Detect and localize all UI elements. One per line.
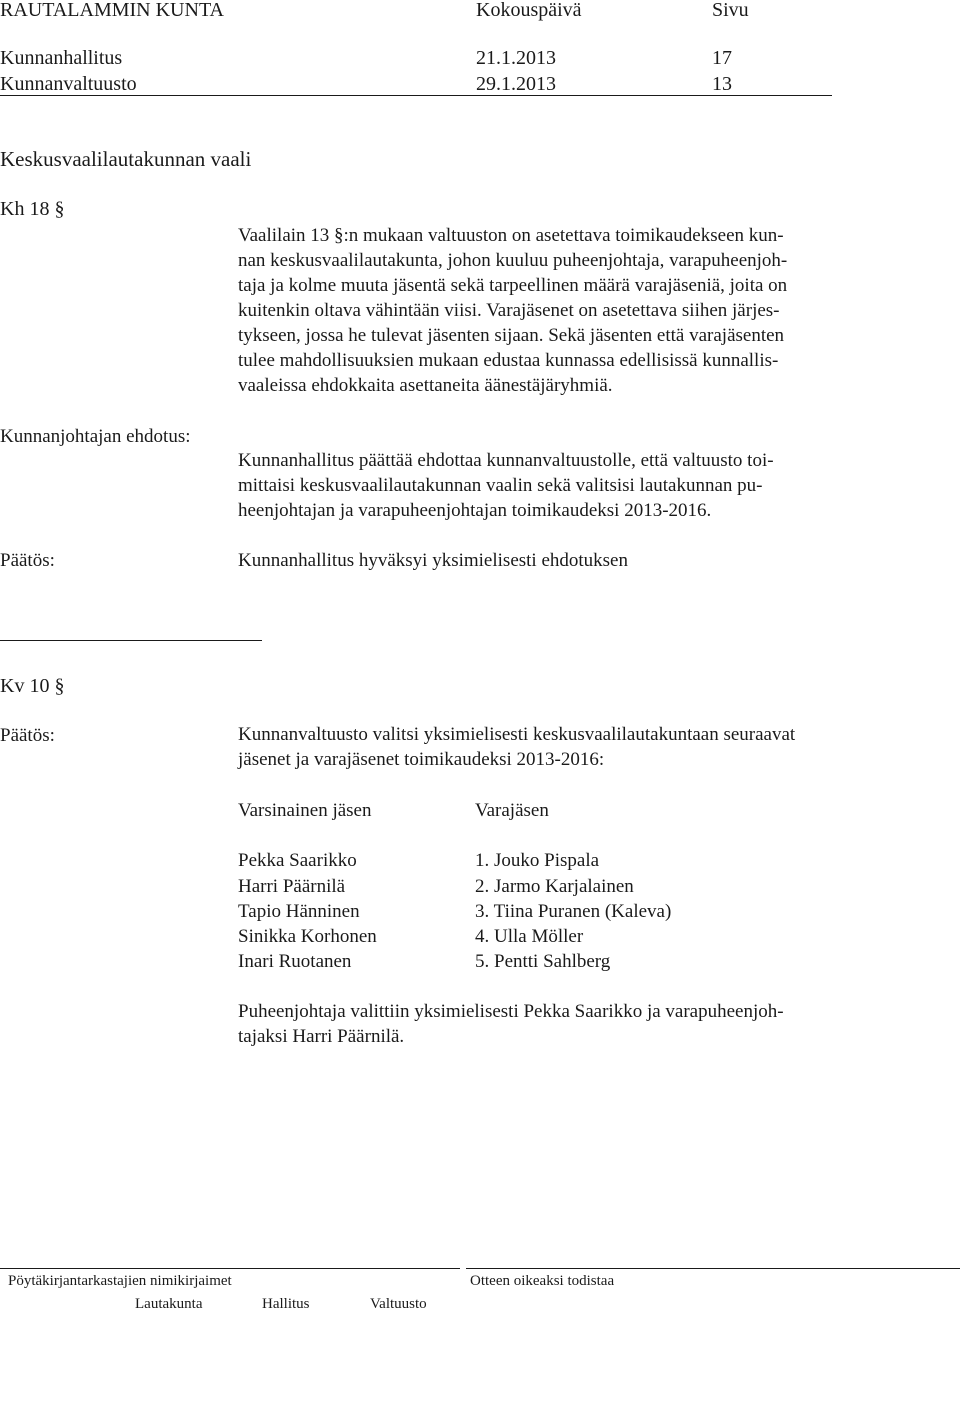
member-name: Tapio Hänninen bbox=[238, 901, 360, 922]
footer-line-left bbox=[0, 1268, 460, 1269]
deputy-name: 1. Jouko Pispala bbox=[475, 850, 600, 871]
paragraph-line: tykseen, jossa he tulevat jäsenten sijaan. Sekä jäsenten että varajäsenten bbox=[238, 325, 785, 346]
certified-label: Otteen oikeaksi todistaa bbox=[470, 1273, 615, 1289]
signature-column: Valtuusto bbox=[370, 1296, 427, 1312]
paragraph-line: tulee mahdollisuuksien mukaan edustaa kunnassa edellisissä kunnallis- bbox=[238, 350, 779, 371]
deputy-name: 3. Tiina Puranen (Kaleva) bbox=[475, 901, 672, 922]
section-divider bbox=[0, 640, 262, 641]
kh-decision-text: Kunnanhallitus hyväksyi yksimielisesti ehdotuksen bbox=[238, 550, 628, 571]
header-page: 13 bbox=[712, 73, 732, 95]
paragraph-line: Kunnanhallitus päättää ehdottaa kunnanvaltuustolle, että valtuusto toi- bbox=[238, 450, 774, 471]
paragraph-line: nan keskusvaalilautakunta, johon kuuluu puheenjohtaja, varapuheenjoh- bbox=[238, 250, 788, 271]
kh-intro-paragraph bbox=[238, 223, 898, 398]
paragraph-line: Puheenjohtaja valittiin yksimielisesti Pekka Saarikko ja varapuheenjoh- bbox=[238, 1001, 784, 1022]
section-title: Keskusvaalilautakunnan vaali bbox=[0, 147, 252, 171]
kh-section-label: Kh 18 § bbox=[0, 198, 65, 220]
member-name: Harri Päärnilä bbox=[238, 876, 346, 897]
deputy-name: 2. Jarmo Karjalainen bbox=[475, 876, 634, 897]
footer-line-right bbox=[466, 1268, 960, 1269]
kv-section-label: Kv 10 § bbox=[0, 675, 65, 697]
paragraph-line: jäsenet ja varajäsenet toimikaudeksi 2013-2016: bbox=[238, 749, 605, 770]
header-page: 17 bbox=[712, 47, 732, 69]
proposal-paragraph bbox=[238, 448, 898, 523]
header-underline bbox=[0, 95, 832, 96]
paragraph-line: Kunnanvaltuusto valitsi yksimielisesti keskusvaalilautakuntaan seuraavat bbox=[238, 724, 796, 745]
header-body: Kunnanvaltuusto bbox=[0, 73, 137, 95]
deputy-name: 5. Pentti Sahlberg bbox=[475, 951, 611, 972]
header-date: 21.1.2013 bbox=[476, 47, 556, 69]
signature-column: Hallitus bbox=[262, 1296, 310, 1312]
header-body: Kunnanhallitus bbox=[0, 47, 123, 69]
paragraph-line: Vaalilain 13 §:n mukaan valtuuston on asetettava toimikaudekseen kun- bbox=[238, 225, 784, 246]
header-page-label: Sivu bbox=[712, 0, 749, 21]
municipality-name: RAUTALAMMIN KUNTA bbox=[0, 0, 225, 21]
chair-paragraph bbox=[238, 999, 898, 1049]
signature-column: Lautakunta bbox=[135, 1296, 203, 1312]
member-name: Sinikka Korhonen bbox=[238, 926, 377, 947]
header-date: 29.1.2013 bbox=[476, 73, 556, 95]
member-column-header: Varsinainen jäsen bbox=[238, 800, 372, 821]
paragraph-line: heenjohtajan ja varapuheenjohtajan toimikaudeksi 2013-2016. bbox=[238, 500, 712, 521]
signatures-label: Pöytäkirjantarkastajien nimikirjaimet bbox=[8, 1273, 232, 1289]
kh-decision-label: Päätös: bbox=[0, 550, 55, 571]
kv-decision-paragraph bbox=[238, 722, 898, 772]
deputy-name: 4. Ulla Möller bbox=[475, 926, 584, 947]
paragraph-line: kuitenkin oltava vähintään viisi. Varajäsenet on asetettava siihen järjes- bbox=[238, 300, 780, 321]
paragraph-line: tajaksi Harri Päärnilä. bbox=[238, 1026, 405, 1047]
member-name: Inari Ruotanen bbox=[238, 951, 352, 972]
paragraph-line: vaaleissa ehdokkaita asettaneita äänestäjäryhmiä. bbox=[238, 375, 613, 396]
header-date-label: Kokouspäivä bbox=[476, 0, 582, 21]
member-name: Pekka Saarikko bbox=[238, 850, 357, 871]
proposal-label: Kunnanjohtajan ehdotus: bbox=[0, 426, 191, 447]
kv-decision-label: Päätös: bbox=[0, 725, 55, 746]
paragraph-line: taja ja kolme muuta jäsentä sekä tarpeellinen määrä varajäseniä, joita on bbox=[238, 275, 788, 296]
deputy-column-header: Varajäsen bbox=[475, 800, 549, 821]
paragraph-line: mittaisi keskusvaalilautakunnan vaalin sekä valitsisi lautakunnan pu- bbox=[238, 475, 763, 496]
